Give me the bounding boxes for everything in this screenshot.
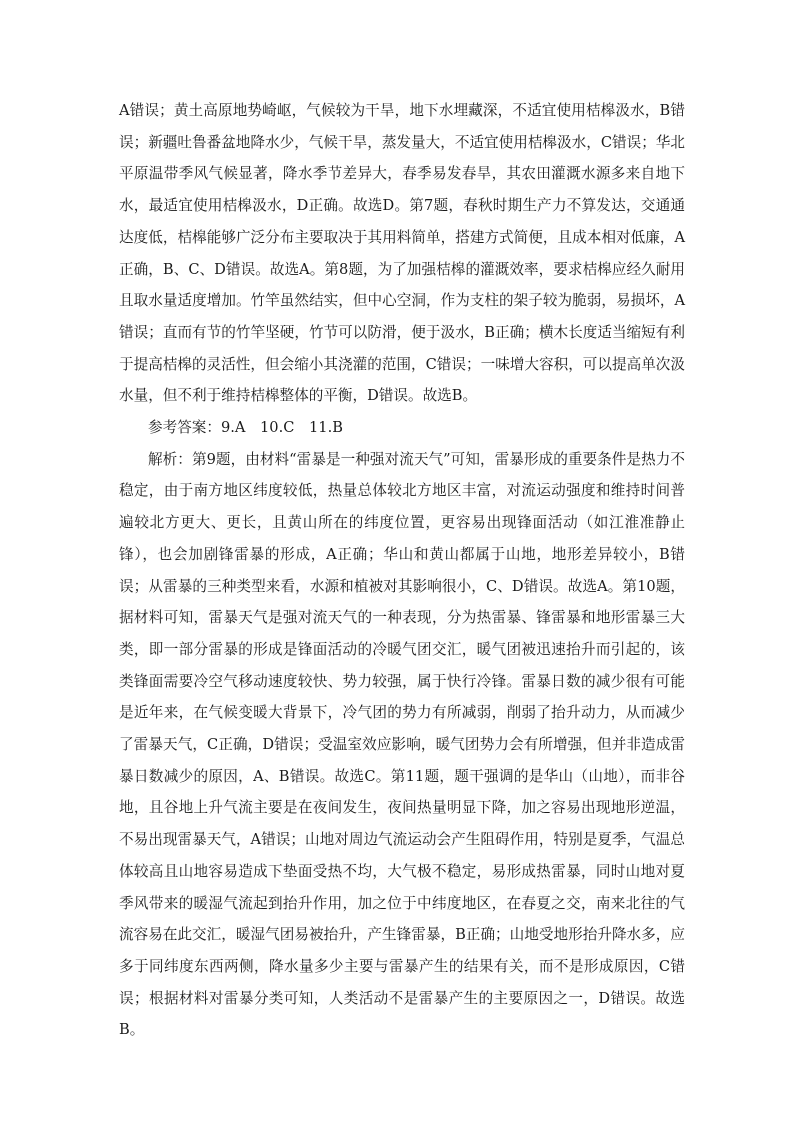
explanation-paragraph-7-8: A错误；黄土高原地势崎岖，气候较为干旱，地下水埋藏深，不适宜使用桔槔汲水，B错误；新疆吐鲁番盆地降水少，气候干旱，蒸发量大，不适宜使用桔槔汲水，C错误；华北平原温带季风气候显著，降水季节差异大，春季易发春旱，其农田灌溉水源多来自地下水，最适宜使用桔槔汲水，D正确。故选D。第7题，春秋时期生产力不算发达，交通通达度低，桔槔能够广泛分布主要取决于其用料简单，搭建方式简便，且成本相对低廉，A正确，B、C、D错误。故选A。第8题，为了加强桔槔的灌溉效率，要求桔槔应经久耐用且取水量适度增加。竹竿虽然结实，但中心空洞，作为支柱的架子较为脆弱，易损坏，A错误；直而有节的竹竿坚硬，竹节可以防滑，便于汲水，B正确；横木长度适当缩短有利于提高桔槔的灵活性，但会缩小其浇灌的范围，C错误；一味增大容积，可以提高单次汲水量，但不利于维持桔槔整体的平衡，D错误。故选B。 (119, 102, 685, 405)
explanation-paragraph-9-11: 解析：第9题，由材料“雷暴是一种强对流天气”可知，雷暴形成的重要条件是热力不稳定，由于南方地区纬度较低，热量总体较北方地区丰富，对流运动强度和维持时间普遍较北方更大、更长，且黄山所在的纬度位置，更容易出现锋面活动（如江淮准静止锋），也会加剧锋雷暴的形成，A正确；华山和黄山都属于山地，地形差异较小，B错误；从雷暴的三种类型来看，水源和植被对其影响很小，C、D错误。故选A。第10题，据材料可知，雷暴天气是强对流天气的一种表现，分为热雷暴、锋雷暴和地形雷暴三大类，即一部分雷暴的形成是锋面活动的冷暖气团交汇，暖气团被迅速抬升而引起的，该类锋面需要冷空气移动速度较快、势力较强，属于快行冷锋。雷暴日数的减少很有可能是近年来，在气候变暖大背景下，冷气团的势力有所减弱，削弱了抬升动力，从而减少了雷暴天气，C正确，D错误；受温室效应影响，暖气团势力会有所增强，但并非造成雷暴日数减少的原因，A、B错误。故选C。第11题，题干强调的是华山（山地），而非谷地，且谷地上升气流主要是在夜间发生，夜间热量明显下降，加之容易出现地形逆温，不易出现雷暴天气，A错误；山地对周边气流运动会产生阻碍作用，特别是夏季，气温总体较高且山地容易造成下垫面受热不均，大气极不稳定，易形成热雷暴，同时山地对夏季风带来的暖湿气流起到抬升作用，加之位于中纬度地区，在春夏之交，南来北往的气流容易在此交汇，暖湿气团易被抬升，产生锋雷暴，B正确；山地受地形抬升降水多，应多于同纬度东西两侧，降水量多少主要与雷暴产生的结果有关，而不是形成原因，C错误；根据材料对雷暴分类可知，人类活动不是雷暴产生的主要原因之一，D错误。故选B。 (119, 450, 685, 1039)
answer-explanation-text (119, 95, 685, 1046)
reference-answers: 参考答案：9.A 10.C 11.B (148, 419, 343, 437)
